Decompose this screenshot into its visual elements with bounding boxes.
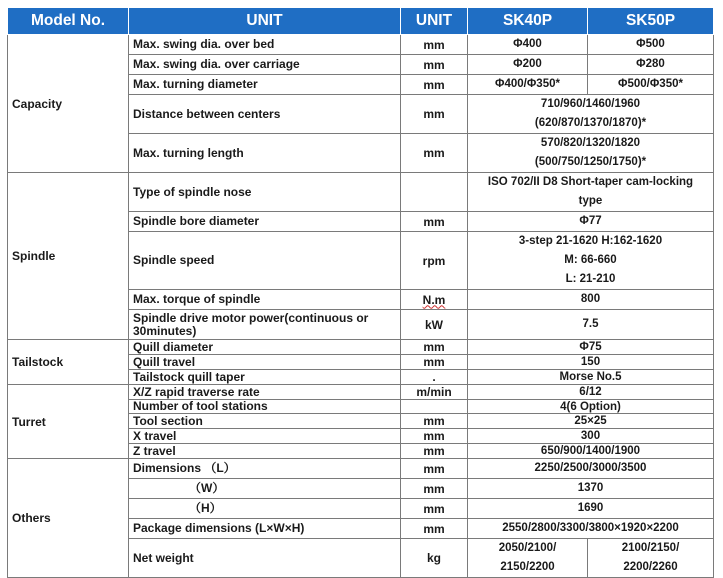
shared-value [468,134,714,173]
item-label: Max. turning diameter [129,75,401,95]
item-label: Tailstock quill taper [129,370,401,385]
item-label: （H） [129,499,401,519]
value-line: 2150/2200 [500,561,555,573]
shared-value: 150 [468,355,714,370]
shared-value [468,232,714,290]
value-line: type [578,195,603,207]
shared-value: 800 [468,290,714,310]
unit-cell: . [401,370,468,385]
value-line: 710/960/1460/1960 [540,98,641,110]
unit-cell: mm [401,519,468,539]
category-turret: Turret [8,385,129,459]
unit-cell: mm [401,95,468,134]
header-sk50p: SK50P [588,8,714,35]
unit-cell [401,400,468,414]
category-others: Others [8,459,129,578]
item-label: Spindle speed [129,232,401,290]
sk40p-value [468,539,588,578]
value-line: 2050/2100/ [498,542,557,554]
item-label: Max. swing dia. over carriage [129,55,401,75]
item-label: Distance between centers [129,95,401,134]
unit-cell: mm [401,479,468,499]
item-label: Quill diameter [129,340,401,355]
unit-text: N.m [422,292,446,307]
sk40p-value: Φ200 [468,55,588,75]
category-capacity: Capacity [8,35,129,173]
shared-value: Morse No.5 [468,370,714,385]
unit-cell: kg [401,539,468,578]
item-label: （W） [129,479,401,499]
shared-value [468,95,714,134]
table-row [8,385,714,400]
value-line: M: 66-660 [564,254,617,266]
shared-value: Φ75 [468,340,714,355]
shared-value: 300 [468,429,714,444]
value-line: 2100/2150/ [621,542,680,554]
header-sk40p: SK40P [468,8,588,35]
shared-value: 2250/2500/3000/3500 [468,459,714,479]
unit-cell: mm [401,444,468,459]
category-tailstock: Tailstock [8,340,129,385]
shared-value [468,173,714,212]
unit-cell: m/min [401,385,468,400]
sk50p-value: Φ280 [588,55,714,75]
item-label: Tool section [129,414,401,429]
sk50p-value: Φ500 [588,35,714,55]
header-model-no: Model No. [8,8,129,35]
unit-cell: rpm [401,232,468,290]
unit-cell: kW [401,310,468,340]
item-label: Spindle bore diameter [129,212,401,232]
shared-value: 1690 [468,499,714,519]
shared-value: 2550/2800/3300/3800×1920×2200 [468,519,714,539]
item-label: Package dimensions (L×W×H) [129,519,401,539]
value-line: 2200/2260 [623,561,678,573]
item-label: X travel [129,429,401,444]
category-spindle: Spindle [8,173,129,340]
shared-value: 6/12 [468,385,714,400]
table-row [8,340,714,355]
header-unit: UNIT [401,8,468,35]
header-row [8,8,714,35]
value-line: 3-step 21-1620 H:162-1620 [518,235,663,247]
header-unit-item: UNIT [129,8,401,35]
shared-value: 650/900/1400/1900 [468,444,714,459]
unit-cell: mm [401,355,468,370]
table-row [8,173,714,212]
unit-cell: mm [401,429,468,444]
item-line: Spindle drive motor power(continuous or [133,310,369,325]
item-label: Number of tool stations [129,400,401,414]
value-line: (620/870/1370/1870)* [534,117,647,129]
item-label: Max. torque of spindle [129,290,401,310]
item-line: 30minutes) [133,323,197,338]
table-row [8,35,714,55]
spec-table [7,7,714,578]
unit-cell: mm [401,134,468,173]
value-line: 570/820/1320/1820 [540,137,641,149]
item-label: Z travel [129,444,401,459]
shared-value: Φ77 [468,212,714,232]
item-label: Net weight [129,539,401,578]
value-line: ISO 702/II D8 Short-taper cam-locking [487,176,694,188]
item-label: Quill travel [129,355,401,370]
sk40p-value: Φ400/Φ350* [468,75,588,95]
unit-cell: mm [401,459,468,479]
sk50p-value: Φ500/Φ350* [588,75,714,95]
shared-value: 4(6 Option) [468,400,714,414]
item-label: Type of spindle nose [129,173,401,212]
value-line: (500/750/1250/1750)* [534,156,647,168]
unit-cell: mm [401,55,468,75]
shared-value: 7.5 [468,310,714,340]
value-line: L: 21-210 [565,273,616,285]
unit-cell: mm [401,499,468,519]
unit-cell: mm [401,35,468,55]
item-label: Max. swing dia. over bed [129,35,401,55]
sk40p-value: Φ400 [468,35,588,55]
unit-cell: mm [401,75,468,95]
shared-value: 1370 [468,479,714,499]
unit-cell [401,173,468,212]
table-row [8,459,714,479]
item-label [129,310,401,340]
unit-cell: mm [401,212,468,232]
item-label: Dimensions （L） [129,459,401,479]
unit-cell [401,290,468,310]
unit-cell: mm [401,340,468,355]
sk50p-value [588,539,714,578]
item-label: X/Z rapid traverse rate [129,385,401,400]
shared-value: 25×25 [468,414,714,429]
unit-cell: mm [401,414,468,429]
item-label: Max. turning length [129,134,401,173]
